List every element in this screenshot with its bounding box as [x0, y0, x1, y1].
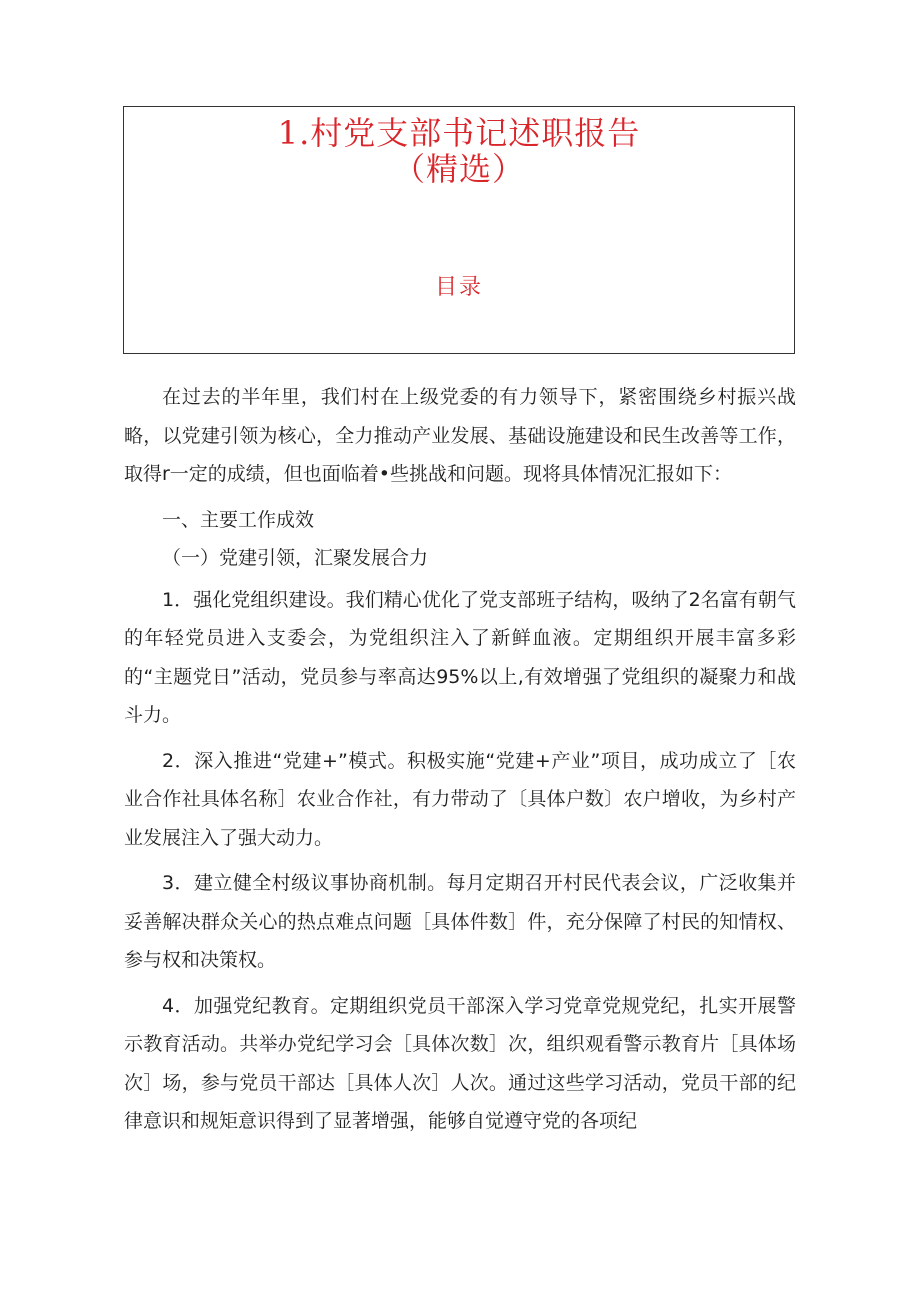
list-item-4: 4．加强党纪教育。定期组织党员干部深入学习党章党规党纪，扎实开展警示教育活动。共举办党纪学习会［具体次数］次，组织观看警示教育片［具体场次］场，参与党员干部达［具体人次］人次。通过这些学习活动，党员干部的纪律意识和规矩意识得到了显著增强，能够自觉遵守党的各项纪 [124, 994, 796, 1132]
toc-heading: 目录 [434, 275, 483, 300]
list-item-3: 3．建立健全村级议事协商机制。每月定期召开村民代表会议，广泛收集并妥善解决群众关心的热点难点问题［具体件数］件，充分保障了村民的知情权、参与权和决策权。 [124, 872, 796, 971]
list-item-1: 1．强化党组织建设。我们精心优化了党支部班子结构，吸纳了2名富有朝气的年轻党员进入支委会，为党组织注入了新鲜血液。定期组织开展丰富多彩的“主题党日”活动，党员参与率高达95%以上,有效增强了党组织的凝聚力和战斗力。 [124, 588, 796, 726]
subsection-heading: （一）党建引领，汇聚发展合力 [162, 547, 429, 569]
section-heading: 一、主要工作成效 [162, 508, 315, 531]
document-title: 1.村党支部书记述职报告 [277, 114, 641, 152]
list-item-2: 2．深入推进“党建+”模式。积极实施“党建+产业”项目，成功成立了［农业合作社具体名称］农业合作社，有力带动了〔具体户数〕农户增收，为乡村产业发展注入了强大动力。 [124, 749, 796, 849]
intro-paragraph: 在过去的半年里，我们村在上级党委的有力领导下，紧密围绕乡村振兴战略，以党建引领为核心，全力推动产业发展、基础设施建设和民生改善等工作，取得r一定的成绩，但也面临着•些挑战和问题。现将具体情况汇报如下： [124, 386, 796, 485]
cover-title-box [123, 106, 795, 354]
document-subtitle: （精选） [392, 150, 525, 188]
report-body [124, 378, 796, 1148]
